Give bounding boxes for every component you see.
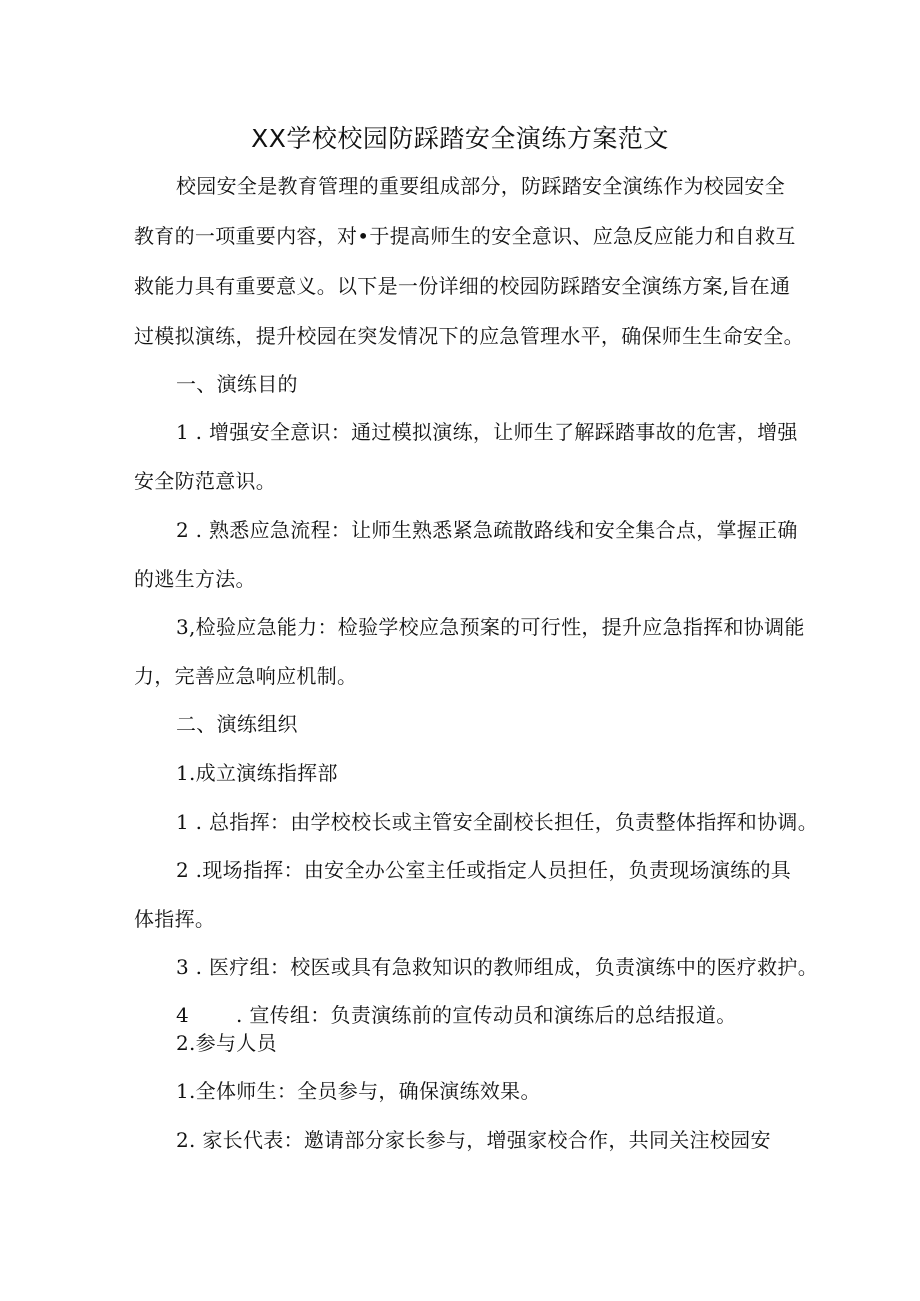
section-1-item-1-line-2: 安全防范意识。 [134,469,277,493]
section-1-item-3-line-1: 3,检验应急能力：检验学校应急预案的可行性，提升应急指挥和协调能 [176,615,805,639]
section-2-subheading-2: 2.参与人员 [176,1031,277,1055]
command-item-4-number: 4 [176,1003,190,1027]
command-item-2-line-2: 体指挥。 [134,907,216,931]
section-2-heading: 二、演练组织 [176,712,298,736]
intro-line-1: 校园安全是教育管理的重要组成部分，防踩踏安全演练作为校园安全 [176,174,785,198]
participant-item-2: 2. 家长代表：邀请部分家长参与，增强家校合作，共同关注校园安 [176,1128,771,1152]
command-item-1: 1 . 总指挥：由学校校长或主管安全副校长担任，负责整体指挥和协调。 [176,810,818,834]
section-2-subheading-1: 1.成立演练指挥部 [176,761,338,785]
section-1-item-1-line-1: 1 . 增强安全意识：通过模拟演练，让师生了解踩踏事故的危害，增强 [176,420,798,444]
document-title: XX学校校园防踩踏安全演练方案范文 [251,124,669,153]
intro-line-4: 过模拟演练，提升校园在突发情况下的应急管理水平，确保师生生命安全。 [134,324,804,348]
section-1-item-3-line-2: 力，完善应急响应机制。 [134,664,358,688]
command-item-2-line-1: 2 .现场指挥：由安全办公室主任或指定人员担任，负责现场演练的具 [176,858,792,882]
section-1-item-2-line-2: 的逃生方法。 [134,567,256,591]
intro-line-2: 教育的一项重要内容，对•于提高师生的安全意识、应急反应能力和自救互 [134,224,796,248]
participant-item-1: 1.全体师生：全员参与，确保演练效果。 [176,1079,541,1103]
command-item-4-text: . 宣传组：负责演练前的宣传动员和演练后的总结报道。 [236,1003,737,1027]
intro-line-3: 救能力具有重要意义。以下是一份详细的校园防踩踏安全演练方案,旨在通 [134,274,791,298]
section-1-heading: 一、演练目的 [176,372,298,396]
command-item-3: 3 . 医疗组：校医或具有急救知识的教师组成，负责演练中的医疗救护。 [176,955,818,979]
section-1-item-2-line-1: 2 . 熟悉应急流程：让师生熟悉紧急疏散路线和安全集合点，掌握正确 [176,518,798,542]
